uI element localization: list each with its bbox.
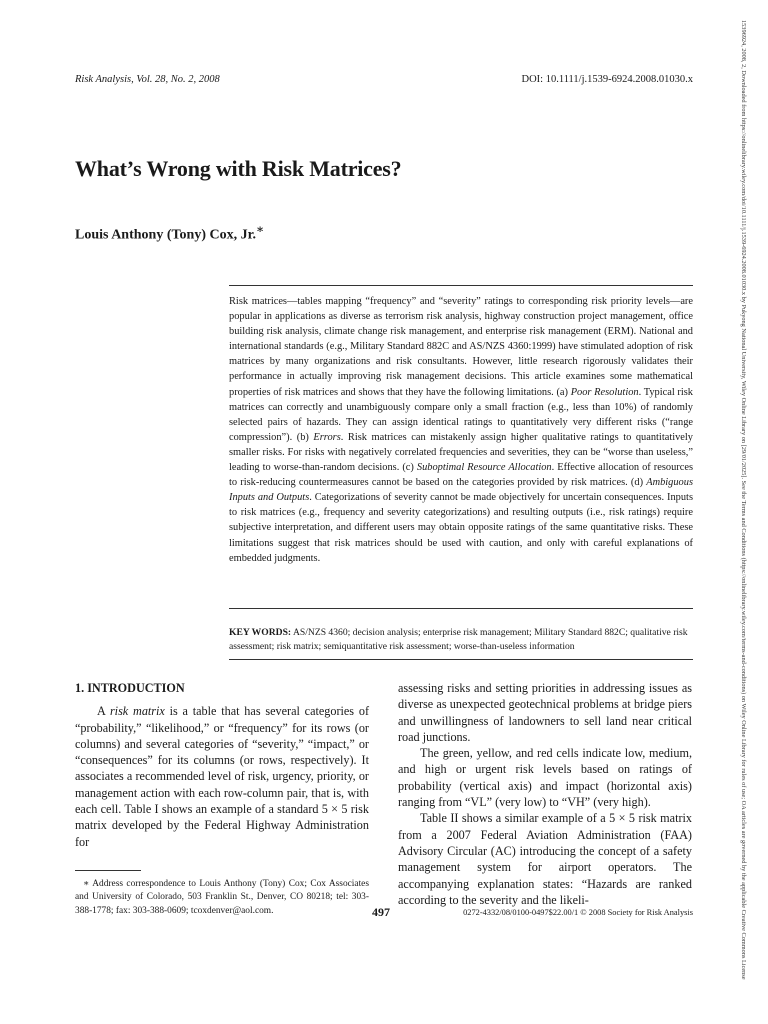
- intro-paragraph: Table II shows a similar example of a 5 × 5 risk matrix from a 2007 Federal Aviation Administration (FAA) Advisory Circular (AC) introducing the concept of a safety management system for airport operators. The accompanying explanation states: “Hazards are ranked according to the severity and the likeli-: [398, 811, 692, 907]
- intro-paragraph: A risk matrix is a table that has several categories of “probability,” “likelihood,” or “frequency” for its rows (or columns) and several categories of “severity,” “impact,” or “consequences” for its columns (or rows, respectively). It associates a recommended level of risk, urgency, priority, or management action with each row-column pair, that is, with each cell. Table I shows an example of a standard 5 × 5 risk matrix developed by the Federal Highway Administration for: [75, 704, 369, 849]
- doi: DOI: 10.1111/j.1539-6924.2008.01030.x: [521, 74, 693, 85]
- abstract: Risk matrices—tables mapping “frequency” and “severity” ratings to corresponding risk priority levels—are popular in applications as diverse as terrorism risk analysis, highway construction project management, office building risk analysis, climate change risk management, and enterprise risk management (ERM). National and international standards (e.g., Military Standard 882C and AS/NZS 4360:1999) have stimulated adoption of risk matrices by many organizations and risk consultants. However, little research rigorously validates their performance in actually improving risk management decisions. This article examines some mathematical properties of risk matrices and shows that they have the following limitations. (a) Poor Resolution. Typical risk matrices can correctly and unambiguously compare only a small fraction (e.g., less than 10%) of randomly selected pairs of hazards. They can assign identical ratings to quantitatively very different risks (“range compression”). (b) Errors. Risk matrices can mistakenly assign higher qualitative ratings to quantitatively smaller risks. For risks with negatively correlated frequencies and severities, they can be “worse than useless,” leading to worse-than-random decisions. (c) Suboptimal Resource Allocation. Effective allocation of resources to risk-reducing countermeasures cannot be based on the categories provided by risk matrices. (d) Ambiguous Inputs and Outputs. Categorizations of severity cannot be made objectively for uncertain consequences. Inputs to risk matrices (e.g., frequency and severity categorizations) and resulting outputs (i.e., risk ratings) require subjective interpretation, and different users may obtain opposite ratings of the same quantitative risks. These limitations suggest that risk matrices should be used with caution, and only with careful explanations of embedded judgments.: [229, 296, 694, 564]
- intro-left-column: [75, 680, 369, 850]
- author: [75, 222, 264, 244]
- keywords-rule: [229, 659, 693, 660]
- abstract-term: Ambiguous Inputs and Outputs: [229, 477, 693, 504]
- abstract-term: Suboptimal Resource Allocation: [416, 462, 552, 474]
- abstract-term: Poor Resolution: [570, 386, 639, 398]
- article-title: What’s Wrong with Risk Matrices?: [75, 156, 402, 181]
- download-watermark: [740, 20, 756, 1010]
- intro-right-column: [398, 680, 692, 908]
- intro-paragraph: The green, yellow, and red cells indicate low, medium, and high or urgent risk levels based on ratings of probability (vertical axis) and impact (horizontal axis) ranging from “VL” (very low) to “VH” (very high).: [398, 746, 692, 810]
- download-notice: 15396924, 2008, 2, Downloaded from https://onlinelibrary.wiley.com/doi/10.1111/j.1539-6924.2008.01030.x by Pukyong National University, Wiley Online Library on [29/01/2025]. See the Terms and Conditions (https://onlinelibrary.wiley.com/terms-and-conditions) on Wiley Online Library for rules of use; OA articles are governed by the applicable Creative Commons License: [740, 20, 747, 980]
- keywords: [229, 626, 693, 655]
- author-name: Louis Anthony (Tony) Cox, Jr.: [75, 227, 257, 243]
- footnote-rule: [75, 870, 141, 871]
- copyright-line: 0272-4332/08/0100-0497$22.00/1 © 2008 Society for Risk Analysis: [463, 908, 693, 917]
- keywords-label: KEY WORDS:: [229, 627, 292, 638]
- author-footnote-mark: ∗: [256, 222, 265, 236]
- keywords-list: AS/NZS 4360; decision analysis; enterprise risk management; Military Standard 882C; qualitative risk assessment; risk matrix; semiquantitative risk assessment; worse-than-useless information: [229, 627, 688, 653]
- intro-paragraph: assessing risks and setting priorities in addressing issues as diverse as unexpected geotechnical problems at bridge piers and unwillingness of landowners to sell land near critical road junctions.: [398, 681, 692, 744]
- abstract-term: Errors: [313, 431, 341, 443]
- section-heading: 1. INTRODUCTION: [75, 681, 185, 695]
- footnote: ∗ Address correspondence to Louis Anthony (Tony) Cox; Cox Associates and University of Colorado, 503 Franklin St., Denver, CO 80218; tel: 303-388-1778; fax: 303-388-0609; tcoxdenver@aol.com.: [75, 879, 369, 916]
- abstract-top-rule: [229, 285, 693, 286]
- page-number: 497: [372, 905, 390, 919]
- abstract-bottom-rule: [229, 608, 693, 609]
- journal-citation: Risk Analysis, Vol. 28, No. 2, 2008: [75, 74, 220, 85]
